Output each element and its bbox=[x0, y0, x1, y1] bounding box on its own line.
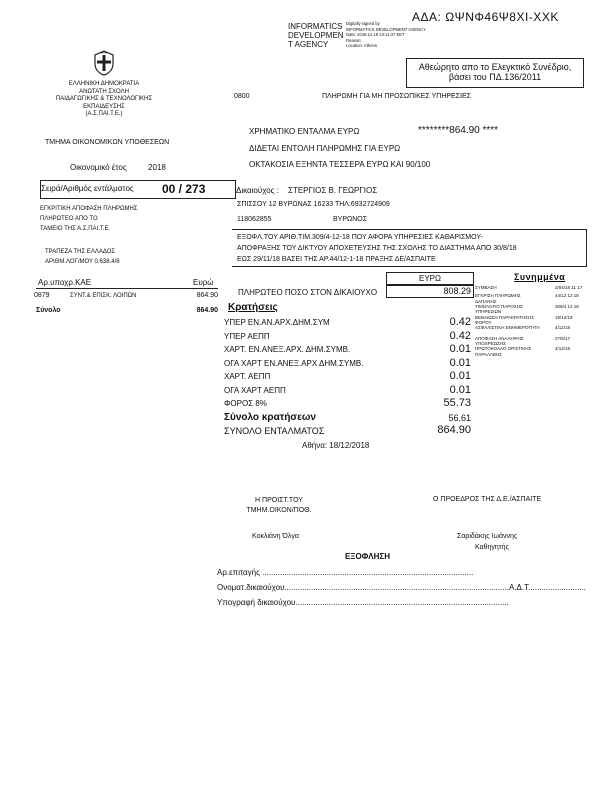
right-signatory-title: Ο ΠΡΟΕΔΡΟΣ ΤΗΣ Δ.Ε./ΑΣΠΑΙΤΕ bbox=[433, 496, 542, 503]
kae-row-amount: 864.90 bbox=[196, 292, 218, 299]
deductions-total-amount: 56.61 bbox=[448, 413, 471, 423]
payment-settlement-title: ΕΞΟΦΛΗΣΗ bbox=[345, 552, 390, 561]
deduction-label: ΥΠΕΡ ΕΝ.ΑΝ.ΑΡΧ.ΔΗΜ.ΣΥΜ bbox=[224, 318, 330, 327]
fiscal-year-value: 2018 bbox=[148, 163, 166, 172]
payable-label: ΠΛΗΡΩΤΕΟ ΠΟΣΟ ΣΤΟΝ ΔΙΚΑΙΟΥΧΟ bbox=[238, 288, 378, 297]
sig-detail: Location: Athens bbox=[346, 43, 377, 49]
deduction-label: ΦΟΡΟΣ 8% bbox=[224, 399, 267, 408]
attachment-value: 27/6/17 bbox=[555, 335, 571, 341]
deduction-amount: 55.73 bbox=[443, 397, 471, 409]
left-signatory-name: Κοκλιάνη Όλγα bbox=[252, 533, 299, 540]
fiscal-year-label: Οικονομικό έτος bbox=[70, 163, 127, 172]
code-0800: 0800 bbox=[234, 93, 250, 100]
attachments-title: Συνημμένα bbox=[514, 272, 566, 282]
organization-block bbox=[40, 81, 168, 119]
description-line-2: ΑΠΟΦΡΑΞΗΣ ΤΟΥ ΔΙΚΤΥΟΥ ΑΠΟΧΕΤΕΥΣΗΣ ΤΗΣ ΣΧΟΛΗΣ ΤΟ ΔΙΑΣΤΗΜΑ ΑΠΟ 30/8/18 bbox=[237, 245, 517, 252]
attachment-label: ΑΠΟΦΑΣΗ ΑΝΑΛΗΨΗΣ ΥΠΟΧΡΕΩΣΗΣ bbox=[475, 335, 524, 347]
kae-row-code: 0879 bbox=[34, 292, 50, 299]
deduction-label: ΥΠΕΡ ΑΕΠΠ bbox=[224, 331, 270, 341]
attachment-value: 4/12/18 bbox=[555, 346, 571, 352]
kae-total-label: Σύνολο bbox=[36, 307, 61, 314]
org-line-4: ΕΚΠΑΙΔΕΥΣΗΣ bbox=[83, 103, 125, 110]
deduction-row bbox=[224, 316, 474, 330]
attachment-value: 2/04/18 11 17 bbox=[555, 285, 583, 290]
mandate-total-amount: 864.90 bbox=[437, 424, 471, 436]
description-text bbox=[237, 232, 517, 265]
ada-code: ΑΔΑ: ΩΨΝΦ46Ψ8ΧΙ-ΧΧΚ bbox=[412, 10, 559, 24]
beneficiary-afm: 118062855 bbox=[237, 216, 272, 223]
beneficiary-doy: ΒΥΡΩΝΟΣ bbox=[333, 216, 368, 223]
deduction-amount: 0.42 bbox=[449, 316, 471, 328]
attachment-value: 44/12 12 18 bbox=[555, 293, 579, 299]
deduction-row bbox=[224, 384, 474, 398]
cheque-number-line: Αρ.επιταγής ............................................................................................... bbox=[217, 568, 474, 577]
left-title-line-2: ΤΜΗΜ.ΟΙΚΟΝ/ΠΟΘ. bbox=[246, 507, 312, 514]
right-signatory-name: Σαριδάκης Ιωάννης bbox=[457, 533, 518, 540]
deduction-row bbox=[224, 330, 474, 344]
deduction-amount: 0.01 bbox=[449, 343, 471, 355]
deductions-list bbox=[224, 316, 474, 411]
bank-line-2: ΑΡΙΘΜ.ΛΟΓ/ΜΟΥ 0.638.4/8 bbox=[45, 259, 120, 265]
left-title-line-1: Η ΠΡΟΙΣΤ.ΤΟΥ bbox=[255, 497, 303, 504]
attachment-row bbox=[475, 315, 595, 326]
deduction-label: ΟΓΑ ΧΑΡΤ ΑΕΠΠ bbox=[224, 385, 286, 395]
deduction-row bbox=[224, 357, 474, 371]
deduction-amount: 0.01 bbox=[449, 370, 471, 382]
payment-title: ΠΛΗΡΩΜΗ ΓΙΑ ΜΗ ΠΡΟΣΩΠΙΚΕΣ ΥΠΗΡΕΣΙΕΣ bbox=[322, 93, 471, 100]
approval-block bbox=[40, 204, 138, 234]
beneficiary-address: ΣΠΙΣΣΟΥ 12 ΒΥΡΩΝΑΣ 16233 ΤΗΛ:6932724909 bbox=[237, 201, 390, 208]
attachment-row bbox=[475, 285, 595, 293]
attachment-value: 18/12/18 bbox=[555, 314, 573, 320]
kae-total-amount: 864.90 bbox=[196, 307, 218, 314]
attachment-row bbox=[475, 293, 595, 304]
deduction-row bbox=[224, 370, 474, 384]
sig-detail: Digitally signed by bbox=[346, 21, 380, 26]
description-line-1: ΕΞΟΦΛ.ΤΟΥ ΑΡΙΘ.ΤΙΜ.309/4-12-18 ΠΟΥ ΑΦΟΡΑ ΥΠΗΡΕΣΙΕΣ ΚΑΘΑΡΙΣΜΟΥ- bbox=[237, 234, 483, 241]
sig-detail: Reason: bbox=[346, 37, 362, 43]
deduction-label: ΧΑΡΤ. ΕΝ.ΑΝΕΞ.ΑΡΧ. ΔΗΜ.ΣΥΜΒ. bbox=[224, 345, 351, 354]
euro-header: ΕΥΡΩ bbox=[419, 274, 441, 283]
sig-detail: Date: 2018.12.18 13:11:37 EET bbox=[346, 32, 405, 38]
attachment-value: 309/4 12 18 bbox=[555, 303, 579, 309]
bank-block bbox=[45, 247, 120, 267]
attachment-label: ΒΕΒΑΙΩΣΗ ΠΑΡΑΚΡΑΤΗΣΗΣ ΦΟΡΟΥ bbox=[475, 314, 534, 325]
attachment-row bbox=[475, 304, 595, 315]
deduction-row bbox=[224, 343, 474, 357]
series-value: 00 / 273 bbox=[162, 182, 206, 196]
order-line: ΔΙΔΕΤΑΙ ΕΝΤΟΛΗ ΠΛΗΡΩΜΗΣ ΓΙΑ ΕΥΡΩ bbox=[249, 144, 401, 153]
deductions-title: Κρατήσεις bbox=[228, 302, 278, 313]
signer-name bbox=[288, 22, 344, 49]
right-signatory-role: Καθηγητής bbox=[475, 544, 509, 551]
attachment-label: ΑΣΦΑΛΙΣΤΙΚΗ ΕΝΗΜΕΡΟΤΗΤΑ bbox=[475, 325, 540, 331]
org-line-2: ΑΝΩΤΑΤΗ ΣΧΟΛΗ bbox=[79, 88, 129, 95]
attachment-label: ΣΥΜΒΑΣΗ bbox=[475, 285, 497, 290]
kae-header-euro: Ευρώ bbox=[193, 278, 214, 287]
beneficiary-name: ΣΤΕΡΓΙΟΣ Β. ΓΕΩΡΓΙΟΣ bbox=[288, 186, 378, 195]
kae-divider bbox=[36, 288, 218, 289]
audit-note-line-2: βάσει του ΠΔ.136/2011 bbox=[448, 72, 542, 82]
amount-in-words: ΟΚΤΑΚΟΣΙΑ ΕΞΗΝΤΑ ΤΕΣΣΕΡΑ ΕΥΡΩ ΚΑΙ 90/100 bbox=[249, 160, 431, 169]
kae-row-desc: ΣΥΝΤ.& ΕΠΙΣΚ. ΛΟΙΠΩΝ bbox=[70, 293, 137, 299]
department: ΤΜΗΜΑ ΟΙΚΟΝΟΜΙΚΩΝ ΥΠΟΘΕΣΕΩΝ bbox=[45, 139, 170, 146]
deduction-amount: 0.42 bbox=[449, 329, 471, 342]
mandate-total-label: ΣΥΝΟΛΟ ΕΝΤΑΛΜΑΤΟΣ bbox=[224, 426, 325, 436]
beneficiary-name-line: Ονοματ.δικαιούχου.....................................................................................................Α.Δ.Τ.......................... bbox=[217, 583, 586, 592]
beneficiary-signature-line: Υπογραφή δικαιούχου................................................................................................ bbox=[217, 598, 509, 607]
deduction-label: ΧΑΡΤ. ΑΕΠΠ bbox=[224, 372, 271, 381]
attachment-row bbox=[475, 325, 595, 336]
audit-note-box bbox=[406, 58, 584, 88]
place-date: Αθήνα: 18/12/2018 bbox=[302, 441, 370, 450]
sig-detail: INFORMATICS DEVELOPMENT AGENCY bbox=[346, 26, 426, 32]
approval-line-2: ΠΛΗΡΩΤΕΟ ΑΠΟ ΤΟ bbox=[40, 216, 98, 222]
mandate-amount: ********864.90 **** bbox=[418, 125, 499, 136]
org-line-1: ΕΛΛΗΝΙΚΗ ΔΗΜΟΚΡΑΤΙΑ bbox=[68, 81, 140, 87]
left-signatory-title bbox=[234, 496, 324, 516]
payable-amount: 808.29 bbox=[443, 286, 471, 296]
deduction-amount: 0.01 bbox=[449, 356, 471, 369]
kae-header-code: Αρ.υποχρ.ΚΑΕ bbox=[38, 278, 92, 287]
attachment-label: ΕΓΚΡΙΣΗ ΠΛΗΡΩΜΗΣ ΔΑΠΑΝΗΣ bbox=[475, 293, 521, 304]
deduction-label: ΟΓΑ ΧΑΡΤ ΕΝ.ΑΝΕΞ.ΑΡΧ ΔΗΜ.ΣΥΜΒ. bbox=[224, 358, 364, 368]
deduction-row bbox=[224, 397, 474, 411]
attachment-row bbox=[475, 346, 595, 357]
audit-note-line-1: Αθεώρητο απο το Ελεγκτικό Συνέδριο, bbox=[418, 62, 572, 72]
signer-line-3: T AGENCY bbox=[288, 40, 329, 49]
attachment-label: ΠΡΩΤΟΚΟΛΛΟ ΟΡΙΣΤΙΚΗΣ ΠΑΡΑΛΑΒΗΣ bbox=[475, 346, 532, 357]
attachment-value: 4/12/18 bbox=[555, 325, 571, 331]
signer-line-1: INFORMATICS bbox=[288, 22, 343, 31]
signer-line-2: DEVELOPMEN bbox=[288, 31, 344, 40]
description-line-3: ΕΩΣ 29/11/18 ΒΑΣΕΙ ΤΗΣ ΑΡ.44/12-1-18 ΠΡΑΞΗΣ ΔΕ/ΑΣΠΑΙΤΕ bbox=[237, 256, 436, 263]
greek-emblem-icon bbox=[92, 50, 116, 76]
bank-line-1: ΤΡΑΠΕΖΑ ΤΗΣ ΕΛΛΑΔΟΣ bbox=[45, 249, 116, 255]
approval-line-1: ΕΓΚΡΙΤΙΚΗ ΑΠΟΦΑΣΗ ΠΛΗΡΩΜΗΣ bbox=[40, 206, 138, 212]
approval-line-3: ΤΑΜΕΙΟ ΤΗΣ Α.Σ.ΠΑΙ.Τ.Ε. bbox=[40, 226, 111, 232]
org-line-5: (Α.Σ.ΠΑΙ.Τ.Ε.) bbox=[85, 111, 123, 117]
series-label: Σειρά/Αριθμός εντάλματος bbox=[41, 184, 134, 193]
attachment-label: ΤΙΜΟΛΟΓΙΟ ΠΑΡΟΧΗΣ ΥΠΗΡΕΣΙΩΝ bbox=[475, 303, 523, 315]
deduction-amount: 0.01 bbox=[449, 383, 471, 396]
org-line-3: ΠΑΙΔΑΓΩΓΙΚΗΣ & ΤΕΧΝΟΛΟΓΙΚΗΣ bbox=[55, 96, 153, 102]
attachments-list bbox=[475, 285, 595, 357]
payable-box bbox=[386, 284, 474, 298]
beneficiary-label: Δικαιούχος : bbox=[236, 186, 279, 195]
attachment-row bbox=[475, 336, 595, 347]
mandate-title: ΧΡΗΜΑΤΙΚΟ ΕΝΤΑΛΜΑ ΕΥΡΩ bbox=[249, 127, 360, 136]
deductions-total-label: Σύνολο κρατήσεων bbox=[224, 412, 316, 423]
digital-signature-details bbox=[346, 21, 426, 49]
